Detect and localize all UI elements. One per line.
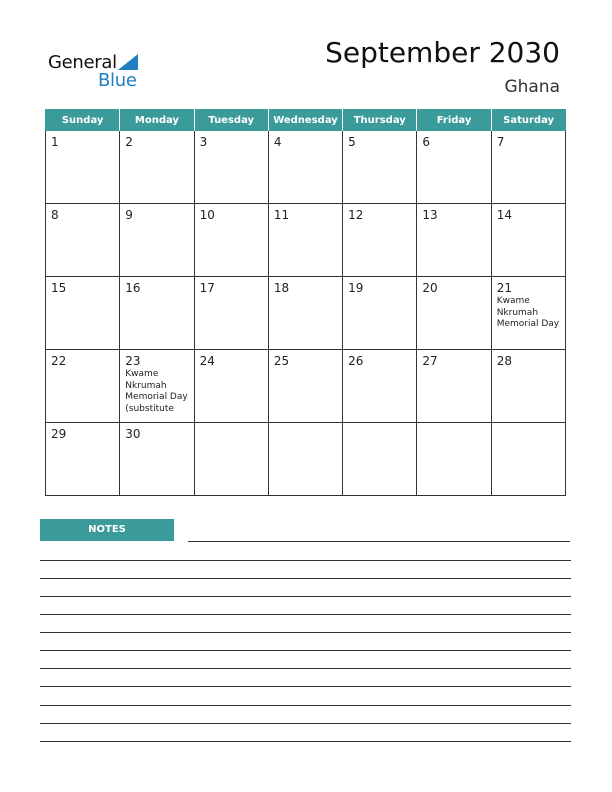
calendar-day-cell — [194, 350, 268, 423]
day-number: 11 — [273, 208, 290, 222]
calendar-day-cell — [417, 423, 491, 496]
calendar-day-cell — [491, 423, 565, 496]
notes-line — [40, 686, 571, 687]
day-number: 24 — [199, 354, 215, 368]
day-number: 13 — [422, 208, 438, 222]
page-title: September 2030 — [325, 36, 560, 69]
calendar-day-cell — [120, 423, 194, 496]
calendar-day-cell — [343, 131, 417, 204]
notes-line — [40, 560, 571, 561]
weekday-header: Tuesday — [194, 109, 268, 131]
calendar-day-cell — [491, 204, 565, 277]
calendar-grid — [45, 109, 566, 496]
day-number: 10 — [199, 208, 215, 222]
day-number: 7 — [496, 135, 505, 149]
day-number: 22 — [51, 354, 67, 368]
calendar-day-cell — [491, 131, 565, 204]
logo — [48, 52, 158, 92]
day-number: 18 — [273, 281, 290, 295]
calendar-day-cell — [417, 277, 491, 350]
weekday-header: Sunday — [46, 109, 120, 131]
day-number: 1 — [51, 135, 59, 149]
day-number: 12 — [348, 208, 364, 222]
calendar-day-cell — [343, 277, 417, 350]
day-number: 30 — [125, 427, 141, 441]
logo-word-general: General — [48, 52, 117, 73]
weekday-header: Thursday — [343, 109, 417, 131]
day-number: 29 — [51, 427, 67, 441]
notes-line — [40, 723, 571, 724]
calendar-week-row — [46, 131, 566, 204]
calendar-day-cell — [343, 350, 417, 423]
notes-line — [40, 596, 571, 597]
day-number: 21 — [496, 281, 512, 295]
logo-word-blue: Blue — [98, 70, 137, 91]
day-number: 4 — [273, 135, 282, 149]
calendar-day-cell — [491, 350, 565, 423]
calendar-week-row — [46, 277, 566, 350]
weekday-header: Monday — [120, 109, 194, 131]
logo-triangle-icon — [118, 54, 138, 70]
day-number: 5 — [348, 135, 356, 149]
notes-line — [40, 705, 571, 706]
calendar-day-cell — [268, 204, 342, 277]
calendar-day-cell — [268, 277, 342, 350]
weekday-header: Wednesday — [268, 109, 342, 131]
calendar-day-cell — [194, 423, 268, 496]
calendar-day-cell — [268, 350, 342, 423]
day-number: 25 — [273, 354, 290, 368]
calendar-day-cell — [194, 131, 268, 204]
calendar-day-cell — [120, 204, 194, 277]
calendar-day-cell — [417, 204, 491, 277]
notes-line — [40, 614, 571, 615]
calendar-day-cell — [46, 350, 120, 423]
calendar-week-row — [46, 423, 566, 496]
day-number: 20 — [422, 281, 438, 295]
calendar-day-cell — [120, 131, 194, 204]
calendar-day-cell — [46, 204, 120, 277]
weekday-header: Saturday — [491, 109, 565, 131]
day-number: 6 — [422, 135, 431, 149]
day-number: 9 — [125, 208, 133, 222]
day-number: 2 — [125, 135, 133, 149]
calendar-day-cell — [268, 423, 342, 496]
notes-line — [188, 541, 570, 542]
day-number: 8 — [51, 208, 59, 222]
calendar-day-cell — [268, 131, 342, 204]
notes-line — [40, 668, 571, 669]
calendar-day-cell — [46, 277, 120, 350]
day-number: 14 — [496, 208, 512, 222]
calendar-day-cell — [417, 350, 491, 423]
day-number: 17 — [199, 281, 215, 295]
weekday-header: Friday — [417, 109, 491, 131]
day-number: 23 — [125, 354, 141, 368]
calendar-week-row — [46, 350, 566, 423]
calendar-day-cell — [194, 277, 268, 350]
notes-line — [40, 741, 571, 742]
holiday-label: Kwame Nkrumah Memorial Day — [496, 296, 560, 329]
day-number: 28 — [496, 354, 512, 368]
calendar-day-cell — [417, 131, 491, 204]
notes-label: NOTES — [40, 519, 174, 541]
calendar-day-cell — [491, 277, 565, 350]
country-label: Ghana — [504, 77, 560, 97]
calendar-day-cell — [120, 350, 194, 423]
calendar-day-cell — [343, 423, 417, 496]
day-number: 26 — [348, 354, 364, 368]
weekday-header-row — [46, 109, 566, 131]
day-number: 16 — [125, 281, 141, 295]
day-number: 19 — [348, 281, 364, 295]
calendar-week-row — [46, 204, 566, 277]
calendar-day-cell — [46, 131, 120, 204]
calendar-day-cell — [343, 204, 417, 277]
notes-line — [40, 578, 571, 579]
notes-line — [40, 650, 571, 651]
notes-line — [40, 632, 571, 633]
calendar-day-cell — [194, 204, 268, 277]
day-number: 3 — [199, 135, 208, 149]
day-number: 15 — [51, 281, 67, 295]
calendar-day-cell — [120, 277, 194, 350]
calendar-day-cell — [46, 423, 120, 496]
day-number: 27 — [422, 354, 438, 368]
holiday-label: Kwame Nkrumah Memorial Day (substitute — [125, 369, 188, 414]
